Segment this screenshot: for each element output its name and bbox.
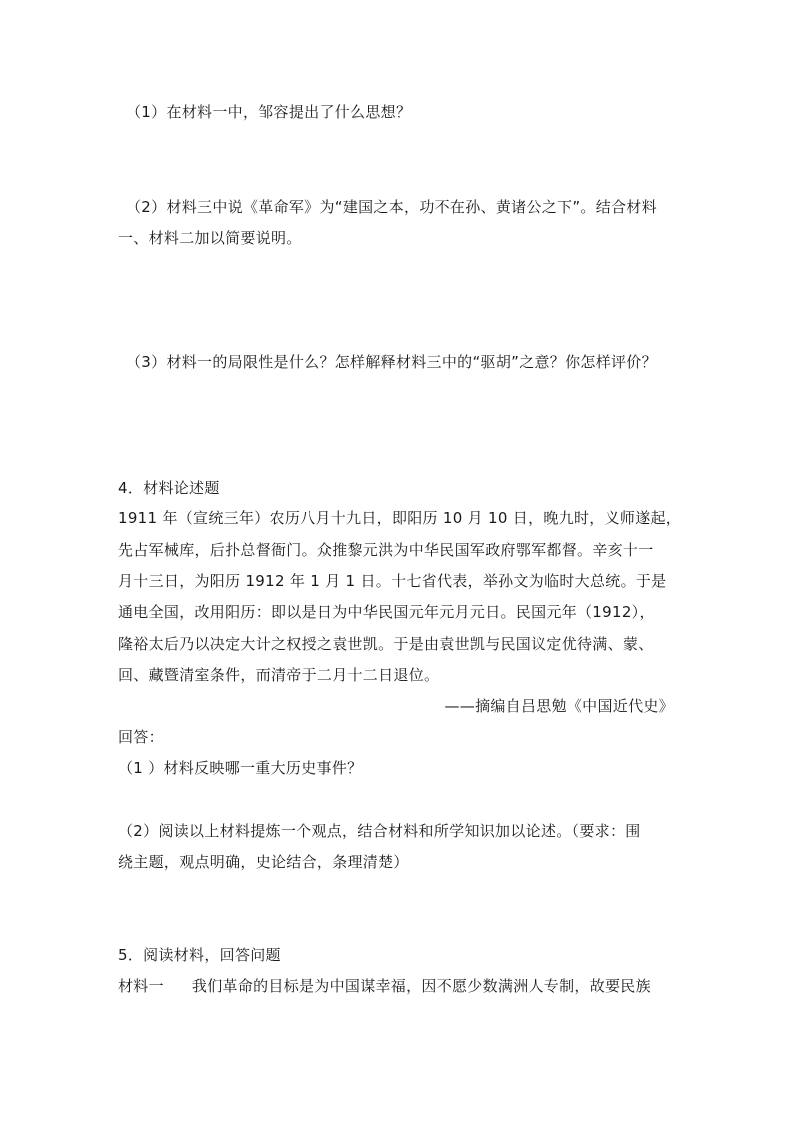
q3-sub1: （1）在材料一中，邹容提出了什么思想？ [126,103,412,121]
q4-title: 4．材料论述题 [118,479,220,497]
q5-material-line [118,976,678,996]
q5-material-text: 我们革命的目标是为中国谋幸福，因不愿少数满洲人专制，故要民族 [191,977,651,995]
q5-material-label: 材料一 [118,977,164,995]
q4-sub2-line1: （2）阅读以上材料提炼一个观点，结合材料和所学知识加以论述。（要求：围 [118,822,641,840]
q4-source: ——摘编自吕思勉《中国近代史》 [444,697,674,715]
q4-sub2-line2: 绕主题，观点明确，史论结合，条理清楚） [118,853,409,871]
q3-sub2-line1: （2）材料三中说《革命军》为“建国之本，功不在孙、黄诸公之下”。结合材料 [126,198,657,216]
q4-material-line: 先占军械库，后扑总督衙门。众推黎元洪为中华民国军政府鄂军都督。辛亥十一 [118,541,654,559]
q4-material-line: 隆裕太后乃以决定大计之权授之袁世凯。于是由袁世凯与民国议定优待满、蒙、 [118,635,654,653]
q4-material-line: 通电全国，改用阳历：即以是日为中华民国元年元月元日。民国元年（1912）， [118,603,655,621]
q3-sub2-line2: 一、材料二加以简要说明。 [118,229,302,247]
q5-title: 5．阅读材料，回答问题 [118,946,281,964]
q4-material-line: 1911 年（宣统三年）农历八月十九日，即阳历 10 月 10 日，晚九时，义师遂起， [118,509,682,527]
q4-material-line: 回、藏暨清室条件，而清帝于二月十二日退位。 [118,666,440,684]
q4-sub1: （1 ）材料反映哪一重大历史事件？ [118,759,363,777]
q3-sub3: （3）材料一的局限性是什么？怎样解释材料三中的“驱胡”之意？你怎样评价？ [126,353,657,371]
q4-material-line: 月十三日，为阳历 1912 年 1 月 1 日。十七省代表，举孙文为临时大总统。于是 [118,572,667,590]
q4-answer-label: 回答： [118,728,164,746]
